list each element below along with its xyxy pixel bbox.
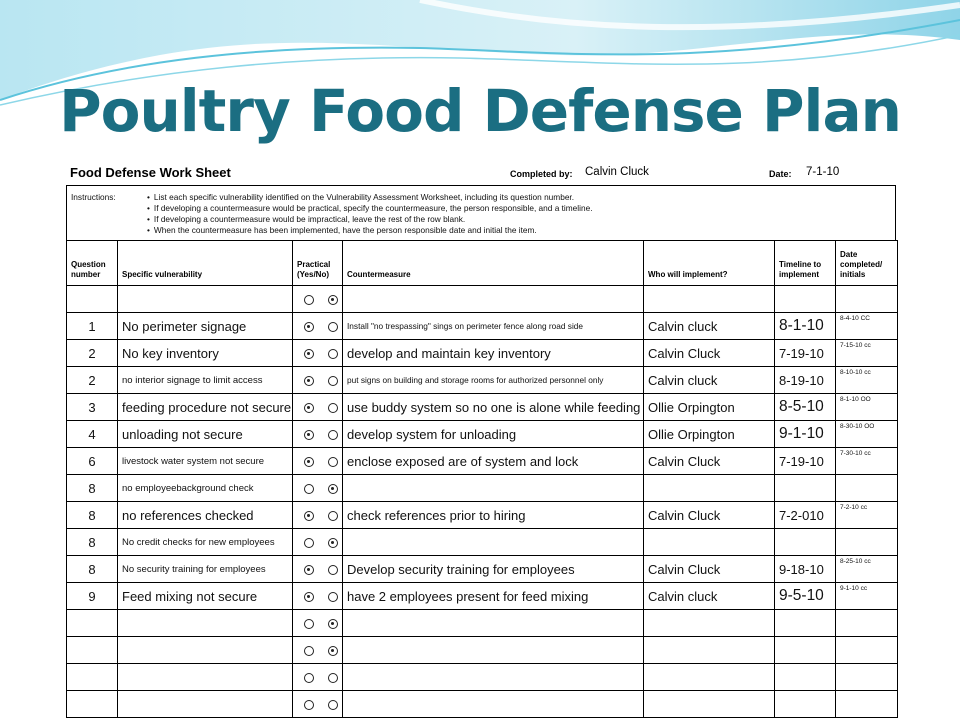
vulnerability-cell	[118, 637, 293, 664]
timeline-cell: 8-5-10	[775, 394, 836, 421]
vulnerability-cell	[118, 664, 293, 691]
question-number-cell	[67, 691, 118, 718]
table-row	[67, 664, 898, 691]
question-number-cell: 2	[67, 367, 118, 394]
date-initials-cell: 8-4-10 CC	[836, 313, 898, 340]
instruction-item: • If developing a countermeasure would be practical, specify the countermeasure, the person responsible, and a timeline.	[147, 203, 593, 214]
timeline-cell: 7-19-10	[775, 448, 836, 475]
practical-yes-radio[interactable]	[304, 376, 314, 386]
vulnerability-cell: No credit checks for new employees	[118, 529, 293, 556]
date-initials-cell: 7-30-10 cc	[836, 448, 898, 475]
practical-no-radio[interactable]	[328, 565, 338, 575]
table-row	[67, 475, 898, 502]
table-row	[67, 448, 898, 475]
practical-yes-radio[interactable]	[304, 349, 314, 359]
countermeasure-cell: enclose exposed are of system and lock	[343, 448, 644, 475]
practical-yes-radio[interactable]	[304, 430, 314, 440]
vulnerability-cell: no references checked	[118, 502, 293, 529]
vulnerability-cell	[118, 610, 293, 637]
practical-no-radio[interactable]	[328, 646, 338, 656]
countermeasure-cell	[343, 637, 644, 664]
practical-cell	[293, 340, 343, 367]
question-number-cell: 6	[67, 448, 118, 475]
who-cell	[644, 664, 775, 691]
practical-yes-radio[interactable]	[304, 511, 314, 521]
date-initials-cell	[836, 529, 898, 556]
countermeasure-cell	[343, 691, 644, 718]
who-cell	[644, 691, 775, 718]
vulnerability-cell: No key inventory	[118, 340, 293, 367]
header-who: Who will implement?	[644, 241, 775, 286]
practical-yes-radio[interactable]	[304, 538, 314, 548]
timeline-cell: 7-2-010	[775, 502, 836, 529]
timeline-cell	[775, 475, 836, 502]
instructions-label: Instructions:	[71, 192, 116, 202]
header-date-completed: Date completed/ initials	[836, 241, 898, 286]
timeline-cell	[775, 529, 836, 556]
date-initials-cell: 8-10-10 cc	[836, 367, 898, 394]
question-number-cell	[67, 664, 118, 691]
practical-yes-radio[interactable]	[304, 322, 314, 332]
practical-no-radio[interactable]	[328, 403, 338, 413]
who-cell: Ollie Orpington	[644, 421, 775, 448]
vulnerability-cell: unloading not secure	[118, 421, 293, 448]
practical-no-radio[interactable]	[328, 295, 338, 305]
countermeasure-cell	[343, 610, 644, 637]
question-number-cell: 2	[67, 340, 118, 367]
practical-yes-radio[interactable]	[304, 700, 314, 710]
vulnerability-cell: No security training for employees	[118, 556, 293, 583]
date-initials-cell	[836, 691, 898, 718]
who-cell: Calvin cluck	[644, 583, 775, 610]
header-timeline: Timeline to implement	[775, 241, 836, 286]
countermeasure-cell: use buddy system so no one is alone while feeding	[343, 394, 644, 421]
question-number-cell: 8	[67, 502, 118, 529]
practical-cell	[293, 529, 343, 556]
table-row	[67, 367, 898, 394]
table-row	[67, 286, 898, 313]
who-cell: Calvin cluck	[644, 367, 775, 394]
timeline-cell	[775, 664, 836, 691]
header-question: Question number	[67, 241, 118, 286]
instruction-item: • If developing a countermeasure would be impractical, leave the rest of the row blank.	[147, 214, 593, 225]
header-vulnerability: Specific vulnerability	[118, 241, 293, 286]
who-cell	[644, 286, 775, 313]
practical-no-radio[interactable]	[328, 673, 338, 683]
vulnerability-cell: feeding procedure not secure	[118, 394, 293, 421]
table-row	[67, 394, 898, 421]
vulnerability-cell	[118, 286, 293, 313]
practical-yes-radio[interactable]	[304, 646, 314, 656]
instruction-item: • List each specific vulnerability identified on the Vulnerability Assessment Worksheet, including its question number.	[147, 192, 593, 203]
question-number-cell	[67, 637, 118, 664]
countermeasure-cell	[343, 664, 644, 691]
instruction-item: • When the countermeasure has been implemented, have the person responsible date and initial the item.	[147, 225, 593, 236]
question-number-cell: 4	[67, 421, 118, 448]
practical-cell	[293, 664, 343, 691]
date-initials-cell: 7-2-10 cc	[836, 502, 898, 529]
date-initials-cell: 8-25-10 cc	[836, 556, 898, 583]
practical-cell	[293, 475, 343, 502]
vulnerability-cell	[118, 691, 293, 718]
practical-no-radio[interactable]	[328, 349, 338, 359]
date-initials-cell	[836, 664, 898, 691]
countermeasure-cell: Install "no trespassing" sings on perimeter fence along road side	[343, 313, 644, 340]
practical-cell	[293, 610, 343, 637]
practical-cell	[293, 637, 343, 664]
question-number-cell: 3	[67, 394, 118, 421]
table-row	[67, 313, 898, 340]
slide-title: Poultry Food Defense Plan	[59, 77, 901, 145]
practical-yes-radio[interactable]	[304, 484, 314, 494]
practical-no-radio[interactable]	[328, 511, 338, 521]
practical-cell	[293, 502, 343, 529]
countermeasure-cell: develop and maintain key inventory	[343, 340, 644, 367]
who-cell: Ollie Orpington	[644, 394, 775, 421]
timeline-cell: 7-19-10	[775, 340, 836, 367]
who-cell: Calvin Cluck	[644, 502, 775, 529]
practical-cell	[293, 691, 343, 718]
vulnerability-cell: No perimeter signage	[118, 313, 293, 340]
date-value: 7-1-10	[806, 166, 840, 178]
practical-no-radio[interactable]	[328, 700, 338, 710]
date-initials-cell	[836, 475, 898, 502]
practical-cell	[293, 583, 343, 610]
practical-yes-radio[interactable]	[304, 295, 314, 305]
vulnerability-cell: no interior signage to limit access	[118, 367, 293, 394]
practical-no-radio[interactable]	[328, 484, 338, 494]
practical-cell	[293, 286, 343, 313]
who-cell: Calvin Cluck	[644, 448, 775, 475]
practical-yes-radio[interactable]	[304, 619, 314, 629]
date-initials-cell	[836, 610, 898, 637]
countermeasure-cell: Develop security training for employees	[343, 556, 644, 583]
timeline-cell: 8-1-10	[775, 313, 836, 340]
countermeasure-cell: check references prior to hiring	[343, 502, 644, 529]
who-cell	[644, 610, 775, 637]
header-practical: Practical (Yes/No)	[293, 241, 343, 286]
timeline-cell: 9-5-10	[775, 583, 836, 610]
who-cell: Calvin Cluck	[644, 340, 775, 367]
practical-yes-radio[interactable]	[304, 457, 314, 467]
countermeasure-cell: develop system for unloading	[343, 421, 644, 448]
date-initials-cell: 8-30-10 OO	[836, 421, 898, 448]
date-label: Date:	[769, 169, 792, 179]
question-number-cell: 8	[67, 475, 118, 502]
practical-cell	[293, 448, 343, 475]
who-cell	[644, 529, 775, 556]
practical-no-radio[interactable]	[328, 376, 338, 386]
date-initials-cell: 8-1-10 OO	[836, 394, 898, 421]
timeline-cell	[775, 637, 836, 664]
who-cell: Calvin Cluck	[644, 556, 775, 583]
timeline-cell	[775, 286, 836, 313]
practical-yes-radio[interactable]	[304, 592, 314, 602]
practical-no-radio[interactable]	[328, 538, 338, 548]
practical-no-radio[interactable]	[328, 457, 338, 467]
question-number-cell: 8	[67, 529, 118, 556]
table-row	[67, 556, 898, 583]
table-row	[67, 637, 898, 664]
practical-no-radio[interactable]	[328, 322, 338, 332]
countermeasure-cell: put signs on building and storage rooms for authorized personnel only	[343, 367, 644, 394]
table-row	[67, 340, 898, 367]
vulnerability-cell: Feed mixing not secure	[118, 583, 293, 610]
practical-no-radio[interactable]	[328, 430, 338, 440]
table-row	[67, 421, 898, 448]
countermeasure-cell	[343, 286, 644, 313]
question-number-cell: 8	[67, 556, 118, 583]
timeline-cell: 9-18-10	[775, 556, 836, 583]
completed-by-label: Completed by:	[510, 169, 573, 179]
question-number-cell	[67, 610, 118, 637]
completed-by-value: Calvin Cluck	[585, 166, 649, 178]
vulnerability-cell: no employeebackground check	[118, 475, 293, 502]
practical-yes-radio[interactable]	[304, 403, 314, 413]
date-initials-cell: 9-1-10 cc	[836, 583, 898, 610]
who-cell: Calvin cluck	[644, 313, 775, 340]
practical-cell	[293, 394, 343, 421]
worksheet-table	[66, 240, 898, 718]
question-number-cell	[67, 286, 118, 313]
practical-no-radio[interactable]	[328, 592, 338, 602]
date-initials-cell: 7-15-10 cc	[836, 340, 898, 367]
table-row	[67, 529, 898, 556]
who-cell	[644, 637, 775, 664]
practical-cell	[293, 556, 343, 583]
practical-yes-radio[interactable]	[304, 565, 314, 575]
date-initials-cell	[836, 286, 898, 313]
practical-cell	[293, 421, 343, 448]
countermeasure-cell: have 2 employees present for feed mixing	[343, 583, 644, 610]
date-initials-cell	[836, 637, 898, 664]
table-row	[67, 583, 898, 610]
vulnerability-cell: livestock water system not secure	[118, 448, 293, 475]
countermeasure-cell	[343, 529, 644, 556]
practical-yes-radio[interactable]	[304, 673, 314, 683]
who-cell	[644, 475, 775, 502]
practical-no-radio[interactable]	[328, 619, 338, 629]
timeline-cell	[775, 610, 836, 637]
timeline-cell: 8-19-10	[775, 367, 836, 394]
table-row	[67, 691, 898, 718]
question-number-cell: 9	[67, 583, 118, 610]
practical-cell	[293, 313, 343, 340]
header-countermeasure: Countermeasure	[343, 241, 644, 286]
countermeasure-cell	[343, 475, 644, 502]
practical-cell	[293, 367, 343, 394]
table-row	[67, 610, 898, 637]
question-number-cell: 1	[67, 313, 118, 340]
worksheet-title: Food Defense Work Sheet	[70, 165, 231, 180]
timeline-cell: 9-1-10	[775, 421, 836, 448]
table-row	[67, 502, 898, 529]
instructions-box	[66, 185, 896, 240]
instructions-list	[147, 192, 593, 236]
timeline-cell	[775, 691, 836, 718]
